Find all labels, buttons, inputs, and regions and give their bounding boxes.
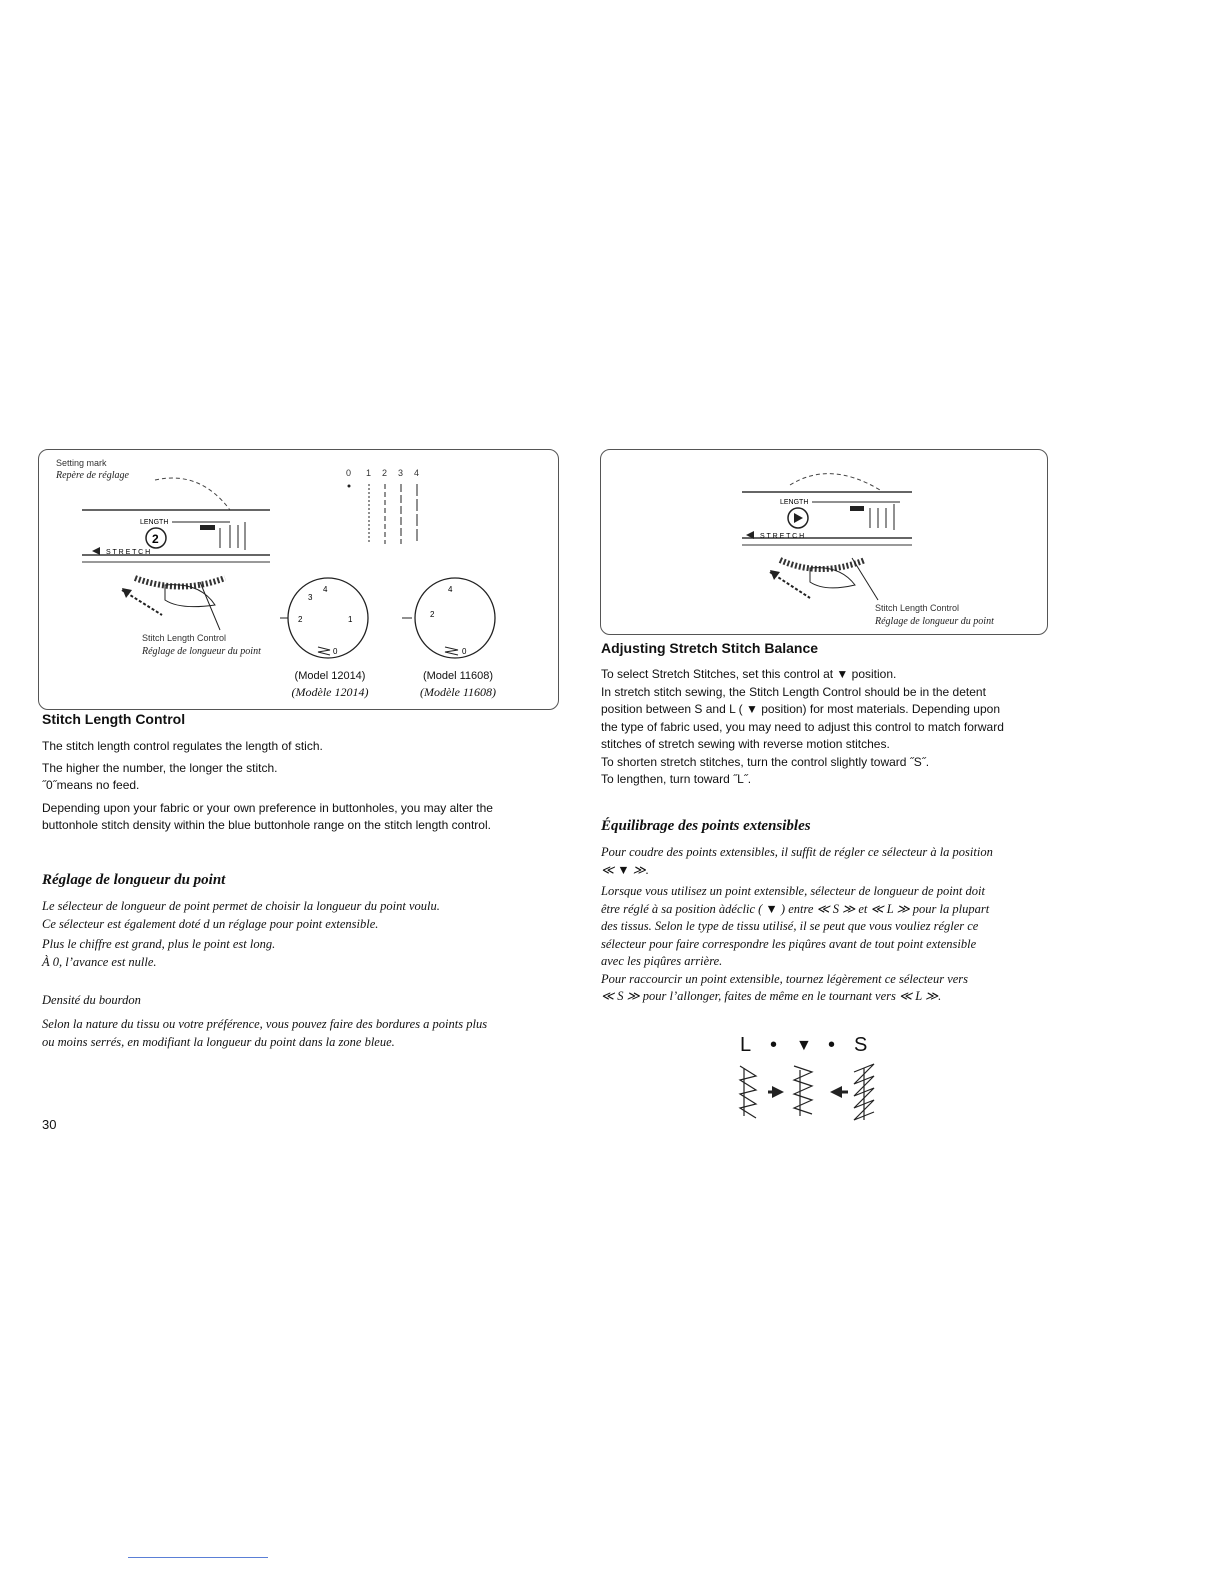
model-12014-label-fr: (Modèle 12014) [291, 685, 369, 699]
paragraph-line: Lorsque vous utilisez un point extensible, sélecteur de longueur de point doit [601, 884, 985, 898]
paragraph-line: Pour coudre des points extensibles, il suffit de régler ce sélecteur à la position [601, 845, 993, 859]
paragraph-line: Plus le chiffre est grand, plus le point est long. [42, 937, 276, 951]
scale-number: 1 [366, 468, 372, 478]
svg-text:LENGTH: LENGTH [780, 499, 809, 506]
model-12014-label: (Model 12014) [294, 670, 366, 682]
length-scale [340, 468, 430, 548]
label-S: S [854, 1034, 868, 1056]
svg-text:S T R E T C H: S T R E T C H [760, 533, 805, 540]
paragraph-line: ˝0˝means no feed. [42, 778, 140, 792]
paragraph-line: être réglé à sa position àdéclic ( ▼ ) entre ≪ S ≫ et ≪ L ≫ pour la plupart [601, 901, 990, 916]
paragraph-line: Selon la nature du tissu ou votre préférence, vous pouvez faire des bordures a points plus [42, 1017, 488, 1031]
svg-text:0: 0 [462, 647, 467, 656]
paragraph-line: Depending upon your fabric or your own preference in buttonholes, you may alter the [42, 800, 493, 815]
dial-model-11608 [400, 572, 500, 664]
svg-text:LENGTH: LENGTH [140, 519, 169, 526]
stitch-length-heading: Stitch Length Control [42, 711, 186, 727]
svg-text:4: 4 [323, 585, 328, 594]
stretch-balance-heading: Adjusting Stretch Stitch Balance [601, 640, 819, 656]
scale-number: 2 [382, 468, 388, 478]
page-number: 30 [42, 1117, 57, 1132]
paragraph-line: To select Stretch Stitches, set this control at ▼ position. [601, 667, 897, 681]
stitch-length-control-label-fr: Réglage de longueur du point [142, 646, 261, 657]
stitch-length-dial-illustration [80, 470, 280, 640]
svg-text:3: 3 [308, 593, 313, 602]
model-11608-label-fr: (Modèle 11608) [419, 685, 497, 699]
svg-text:S T R E T C H: S T R E T C H [106, 549, 151, 556]
stretch-stitch-balance-diagram [732, 1062, 882, 1124]
paragraph-line: Ce sélecteur est également doté d un réglage pour point extensible. [42, 916, 379, 931]
dial-number: 2 [152, 532, 159, 546]
balance-diagram-labels [736, 1034, 876, 1058]
paragraph-line: des tissus. Selon le type de tissu utilisé, il se peut que vous vouliez régler ce [601, 919, 979, 933]
densite-subheading: Densité du bourdon [42, 993, 141, 1007]
equilibrage-text [601, 844, 993, 1006]
paragraph-line: ou moins serrés, en modifiant la longueur du point dans la zone bleue. [42, 1034, 395, 1049]
svg-text:2: 2 [430, 610, 435, 619]
stretch-balance-text [601, 666, 1004, 789]
label-detent: ▼ [796, 1037, 812, 1054]
scale-number: 4 [414, 468, 420, 478]
paragraph-line: the type of fabric used, you may need to adjust this control to match forward [601, 719, 1004, 734]
paragraph-line: Le sélecteur de longueur de point permet de choisir la longueur du point voulu. [42, 899, 440, 913]
setting-mark-label-fr: Repère de réglage [56, 470, 129, 481]
stretch-control-label-fr: Réglage de longueur du point [875, 616, 994, 627]
paragraph-line: stitches of stretch sewing with reverse motion stitches. [601, 737, 890, 751]
svg-text:2: 2 [298, 615, 303, 624]
reglage-text [42, 898, 440, 971]
svg-text:4: 4 [448, 585, 453, 594]
equilibrage-heading: Équilibrage des points extensibles [601, 818, 811, 834]
stretch-control-label: Stitch Length Control [875, 603, 960, 613]
stitch-length-samples [340, 482, 430, 548]
scale-number: 3 [398, 468, 404, 478]
paragraph-line: À 0, l’avance est nulle. [42, 954, 157, 969]
label-dot: • [770, 1034, 778, 1056]
paragraph-line: To lengthen, turn toward ˝L˝. [601, 772, 752, 786]
stitch-length-text [42, 738, 493, 835]
paragraph-line: The stitch length control regulates the length of stich. [42, 739, 323, 753]
paragraph-line: In stretch stitch sewing, the Stitch Length Control should be in the detent [601, 684, 986, 699]
paragraph-line: ≪ S ≫ pour l’allonger, faites de même en le tournant vers ≪ L ≫. [601, 989, 942, 1003]
paragraph-line: ≪ ▼ ≫. [601, 862, 649, 877]
svg-text:0: 0 [333, 647, 338, 656]
label-dot: • [828, 1034, 836, 1056]
paragraph-line: sélecteur pour faire correspondre les piqûres avant de tout point extensible [601, 936, 977, 951]
dial-model-12014 [278, 572, 378, 664]
model-11608-label: (Model 11608) [422, 670, 494, 682]
stretch-dial-illustration [740, 460, 920, 610]
paragraph-line: The higher the number, the longer the stitch. [42, 760, 278, 775]
label-L: L [740, 1034, 752, 1056]
reglage-heading: Réglage de longueur du point [42, 872, 226, 888]
paragraph-line: buttonhole stitch density within the blue buttonhole range on the stitch length control. [42, 818, 491, 832]
densite-text [42, 1016, 487, 1051]
paragraph-line: Pour raccourcir un point extensible, tournez légèrement ce sélecteur vers [601, 971, 969, 986]
paragraph-line: avec les piqûres arrière. [601, 954, 723, 968]
setting-mark-label: Setting mark [56, 458, 107, 468]
svg-text:1: 1 [348, 615, 353, 624]
paragraph-line: position between S and L ( ▼ position) for most materials. Depending upon [601, 702, 1000, 716]
footer-rule [128, 1557, 268, 1558]
paragraph-line: To shorten stretch stitches, turn the control slightly toward ˝S˝. [601, 754, 930, 769]
scale-number: 0 [346, 468, 352, 478]
stitch-length-control-label: Stitch Length Control [142, 633, 227, 643]
